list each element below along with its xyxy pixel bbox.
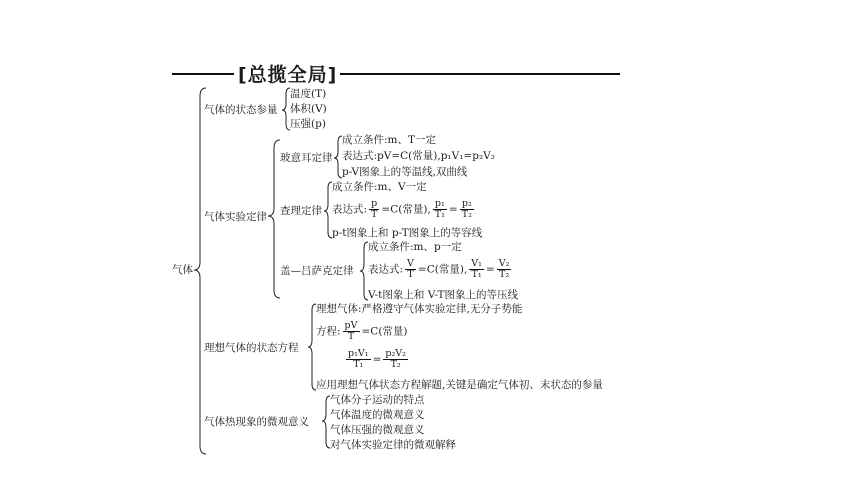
- gaylussac-expr-prefix: 表达式:: [368, 263, 404, 276]
- gas-laws-brace: [268, 140, 280, 298]
- ideal-gas-eq-suffix: =C(常量): [361, 325, 408, 338]
- charles-frac-1-den: T: [371, 209, 378, 220]
- gaylussac-frac-1: [405, 259, 416, 280]
- charles-frac-3: [460, 199, 474, 220]
- root-label: 气体: [172, 264, 193, 276]
- charles-frac-1: [369, 199, 379, 220]
- ideal-gas-eq2-frac-2-den: T₂: [390, 359, 401, 370]
- gaylussac-frac-3-den: T₂: [499, 269, 510, 280]
- micro-item-4: 对气体实验定律的微观解释: [330, 439, 456, 451]
- state-params-label: 气体的状态参量: [204, 104, 278, 116]
- micro-label: 气体热现象的微观意义: [204, 416, 309, 428]
- ideal-gas-definition: 理想气体:严格遵守气体实验定律,无分子势能: [316, 303, 523, 315]
- charles-expression: [332, 199, 476, 220]
- state-param-temperature: 温度(T): [290, 88, 327, 100]
- ideal-gas-eq2-frac-1-den: T₁: [353, 359, 364, 370]
- charles-brace: [324, 182, 332, 238]
- micro-item-3: 气体压强的微观意义: [330, 424, 425, 436]
- ideal-gas-application: 应用理想气体状态方程解题,关键是确定气体初、末状态的参量: [316, 379, 603, 391]
- charles-expr-prefix: 表达式:: [332, 203, 368, 216]
- gaylussac-frac-1-num: V: [407, 258, 414, 269]
- gas-laws-label: 气体实验定律: [204, 211, 267, 223]
- gaylussac-frac-3-num: V₂: [498, 258, 510, 269]
- boyle-label: 玻意耳定律: [280, 152, 333, 164]
- gaylussac-frac-3: [497, 259, 512, 280]
- boyle-expression: 表达式:pV=C(常量),p₁V₁=p₂V₂: [342, 150, 495, 162]
- micro-brace: [322, 396, 330, 448]
- ideal-gas-eq2-frac-2-num: p₂V₂: [385, 348, 406, 359]
- charles-frac-2-num: p₁: [434, 198, 445, 209]
- gaylussac-expr-mid: =C(常量),: [417, 263, 468, 276]
- ideal-gas-equation-2: [344, 349, 410, 370]
- ideal-gas-eq2-frac-2: [383, 349, 408, 370]
- charles-label: 查理定律: [280, 205, 322, 217]
- gaylussac-frac-2-den: T₁: [471, 269, 482, 280]
- gaylussac-frac-2-num: V₁: [471, 258, 482, 269]
- charles-frac-1-num: p: [371, 198, 378, 209]
- charles-frac-2: [433, 199, 447, 220]
- ideal-gas-equation: [316, 321, 408, 342]
- gaylussac-expression: [368, 259, 513, 280]
- ideal-gas-eq2-eq: =: [372, 353, 382, 366]
- ideal-gas-eq-frac-den: T: [347, 331, 355, 342]
- state-params-brace: [282, 88, 290, 130]
- gaylussac-brace: [360, 242, 368, 300]
- micro-item-2: 气体温度的微观意义: [330, 409, 425, 421]
- ideal-gas-eq2-frac-1-num: p₁V₁: [348, 348, 369, 359]
- micro-item-1: 气体分子运动的特点: [330, 394, 425, 406]
- charles-condition: 成立条件:m、V一定: [332, 181, 427, 193]
- ideal-gas-eq-prefix: 方程:: [316, 325, 341, 338]
- gaylussac-graph: V-t图象上和 V-T图象上的等压线: [368, 289, 519, 301]
- charles-expr-mid: =C(常量),: [381, 203, 431, 216]
- page-title: [总揽全局]: [238, 64, 338, 86]
- charles-frac-3-den: T₂: [461, 209, 472, 220]
- state-param-pressure: 压强(p): [290, 118, 326, 130]
- charles-expr-eq: =: [448, 203, 458, 216]
- boyle-condition: 成立条件:m、T一定: [342, 134, 436, 146]
- boyle-graph: p-V图象上的等温线,双曲线: [342, 166, 468, 178]
- charles-frac-3-num: p₂: [461, 198, 472, 209]
- gaylussac-frac-1-den: T: [407, 269, 414, 280]
- gaylussac-label: 盖—吕萨克定律: [280, 265, 354, 277]
- charles-frac-2-den: T₁: [434, 209, 445, 220]
- root-brace: [194, 88, 206, 454]
- gaylussac-frac-2: [469, 259, 484, 280]
- ideal-gas-eq-frac: [343, 321, 360, 342]
- ideal-gas-brace: [308, 304, 316, 390]
- ideal-gas-eq-frac-num: pV: [344, 320, 358, 331]
- boyle-brace: [334, 136, 342, 178]
- gaylussac-expr-eq: =: [485, 263, 495, 276]
- ideal-gas-eq2-frac-1: [346, 349, 371, 370]
- state-param-volume: 体积(V): [290, 103, 327, 115]
- gaylussac-condition: 成立条件:m、p一定: [368, 241, 462, 253]
- charles-graph: p-t图象上和 p-T图象上的等容线: [332, 227, 483, 239]
- ideal-gas-label: 理想气体的状态方程: [204, 342, 299, 354]
